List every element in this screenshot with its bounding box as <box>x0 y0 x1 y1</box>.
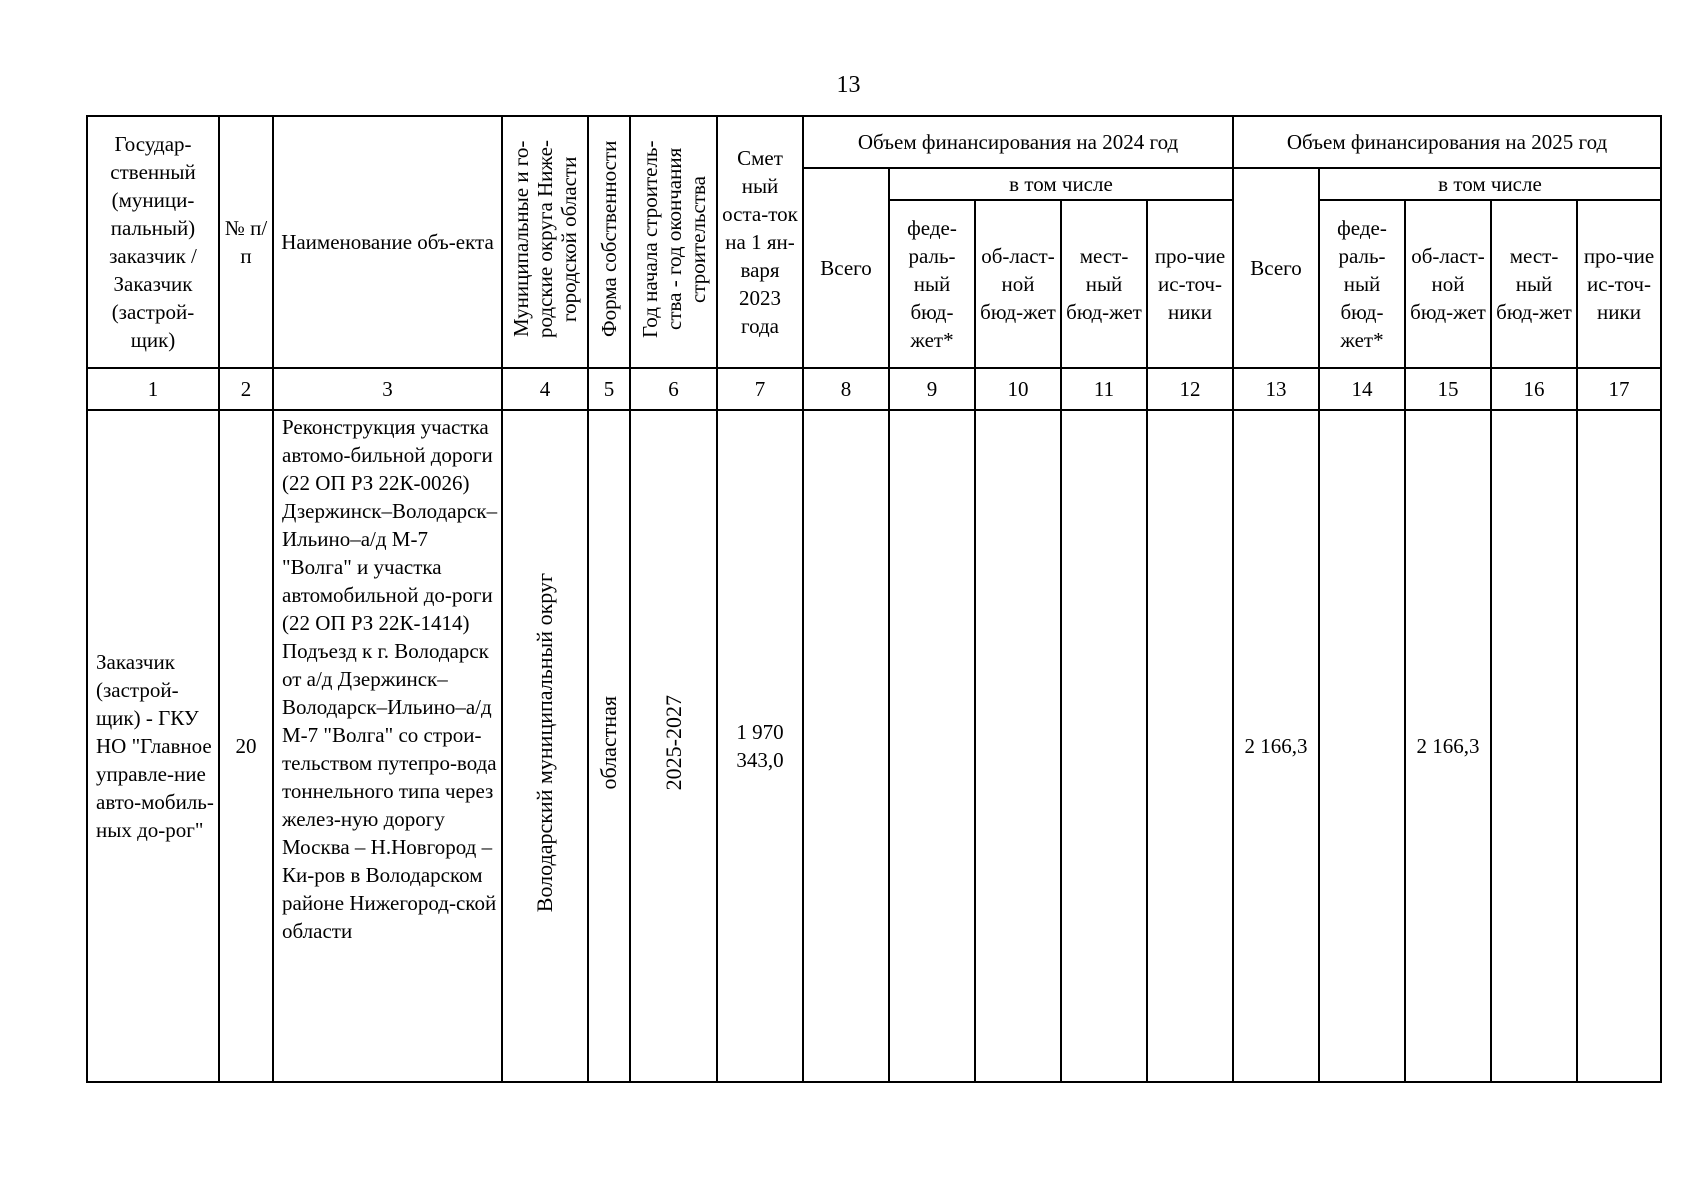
header-regional-2025: об-ласт-ной бюд-жет <box>1405 200 1491 368</box>
header-local-2025: мест-ный бюд-жет <box>1491 200 1577 368</box>
cell-customer: Заказчик (застрой-щик) - ГКУ НО "Главное управле-ние авто-мобиль-ных до-рог" <box>87 410 219 1082</box>
cell-object: Реконструкция участка автомо-бильной дороги (22 ОП РЗ 22К-0026) Дзержинск–Володарск–Ильино–а/д М-7 "Волга" и участка автомобильной до-роги (22 ОП РЗ 22К-1414) Подъезд к г. Володарск от а/д Дзержинск–Володарск–Ильино–а/д М-7 "Волга" со строи-тельством путепро-вода тоннельного типа через желез-ную дорогу Москва – Н.Новгород – Ки-ров в Володарском районе Нижегород-ской области <box>273 410 502 1082</box>
column-number: 15 <box>1405 368 1491 410</box>
column-number: 3 <box>273 368 502 410</box>
header-federal-2025: феде-раль-ный бюд-жет* <box>1319 200 1405 368</box>
column-number: 1 <box>87 368 219 410</box>
cell-other-2025 <box>1577 410 1661 1082</box>
column-number: 11 <box>1061 368 1147 410</box>
cell-estimate: 1 970 343,0 <box>717 410 803 1082</box>
column-number: 9 <box>889 368 975 410</box>
header-ownership: Форма собственности <box>588 116 630 368</box>
cell-regional-2024 <box>975 410 1061 1082</box>
column-number: 17 <box>1577 368 1661 410</box>
header-funding-2025: Объем финансирования на 2025 год <box>1233 116 1661 168</box>
header-years: Год начала строитель-ства - год окончания строительства <box>630 116 717 368</box>
header-other-2025: про-чие ис-точ-ники <box>1577 200 1661 368</box>
cell-regional-2025: 2 166,3 <box>1405 410 1491 1082</box>
header-including-2025: в том числе <box>1319 168 1661 200</box>
cell-num: 20 <box>219 410 273 1082</box>
column-number: 14 <box>1319 368 1405 410</box>
header-including-2024: в том числе <box>889 168 1233 200</box>
column-number: 6 <box>630 368 717 410</box>
column-number: 13 <box>1233 368 1319 410</box>
header-municipal: Муниципальные и го-родские округа Ниже-городской области <box>502 116 588 368</box>
cell-federal-2024 <box>889 410 975 1082</box>
column-number: 5 <box>588 368 630 410</box>
header-estimate: Смет ный оста-ток на 1 ян-варя 2023 года <box>717 116 803 368</box>
cell-federal-2025 <box>1319 410 1405 1082</box>
column-number: 16 <box>1491 368 1577 410</box>
column-number: 8 <box>803 368 889 410</box>
cell-local-2025 <box>1491 410 1577 1082</box>
column-number: 2 <box>219 368 273 410</box>
financing-table <box>86 115 1662 1083</box>
header-regional-2024: об-ласт-ной бюд-жет <box>975 200 1061 368</box>
header-num: № п/п <box>219 116 273 368</box>
cell-other-2024 <box>1147 410 1233 1082</box>
header-customer: Государ-ственный (муници-пальный) заказчик / Заказчик (застрой-щик) <box>87 116 219 368</box>
page-number: 13 <box>836 72 861 98</box>
column-number: 10 <box>975 368 1061 410</box>
header-federal-2024: феде-раль-ный бюд-жет* <box>889 200 975 368</box>
header-total-2024: Всего <box>803 168 889 368</box>
cell-total-2024 <box>803 410 889 1082</box>
cell-ownership: областная <box>588 410 630 1082</box>
header-total-2025: Всего <box>1233 168 1319 368</box>
header-object-name: Наименование объ-екта <box>273 116 502 368</box>
cell-local-2024 <box>1061 410 1147 1082</box>
column-number: 4 <box>502 368 588 410</box>
cell-municipality: Володарский муниципальный округ <box>502 410 588 1082</box>
header-local-2024: мест-ный бюд-жет <box>1061 200 1147 368</box>
header-funding-2024: Объем финансирования на 2024 год <box>803 116 1233 168</box>
cell-total-2025: 2 166,3 <box>1233 410 1319 1082</box>
column-number: 12 <box>1147 368 1233 410</box>
column-number: 7 <box>717 368 803 410</box>
cell-years: 2025-2027 <box>630 410 717 1082</box>
table-row <box>87 410 1661 1082</box>
header-other-2024: про-чие ис-точ-ники <box>1147 200 1233 368</box>
